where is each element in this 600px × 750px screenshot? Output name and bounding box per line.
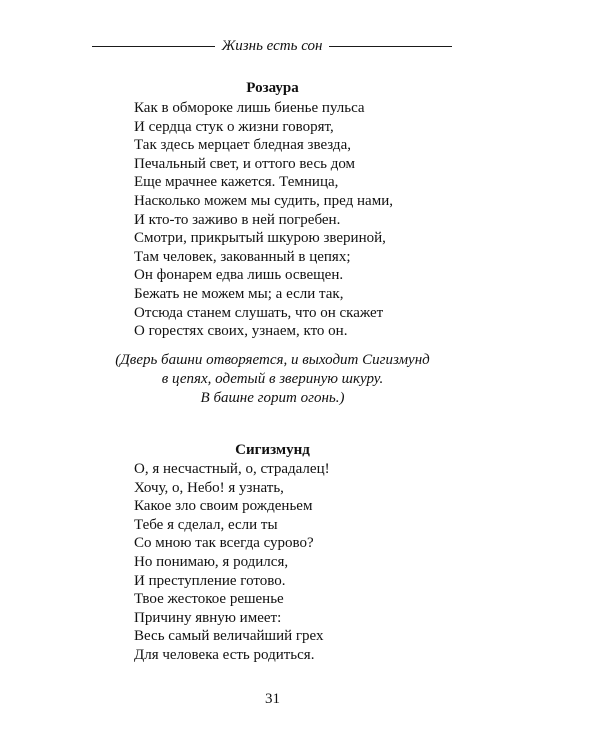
verse-block-rozaura <box>134 99 393 341</box>
verse-line: Еще мрачнее кажется. Темница, <box>134 174 339 191</box>
verse-line: И кто-то заживо в ней погребен. <box>134 211 341 228</box>
verse-line: Со мною так всегда сурово? <box>134 535 314 552</box>
header-rule-right <box>329 46 452 47</box>
stage-direction <box>0 351 545 407</box>
stage-direction-line: в цепях, одетый в звериную шкуру. <box>161 370 384 387</box>
verse-line: О горестях своих, узнаем, кто он. <box>134 323 348 340</box>
speaker-name-sigismund: Сигизмунд <box>235 442 310 458</box>
running-header <box>92 36 452 56</box>
verse-line: Весь самый величайший грех <box>134 628 324 645</box>
verse-line: Тебе я сделал, если ты <box>134 516 278 533</box>
verse-block-sigismund <box>134 460 330 665</box>
verse-line: Как в обмороке лишь биенье пульса <box>134 100 365 116</box>
verse-line: Отсюда станем слушать, что он скажет <box>134 304 384 321</box>
verse-line: О, я несчастный, о, страдалец! <box>134 461 330 477</box>
verse-line: Для человека есть родиться. <box>134 646 315 663</box>
verse-line: И сердца стук о жизни говорят, <box>134 118 334 135</box>
verse-line: Какое зло своим рожденьем <box>134 498 313 515</box>
stage-direction-line: (Дверь башни отворяется, и выходит Сигизмунд <box>115 352 430 368</box>
verse-line: Печальный свет, и оттого весь дом <box>134 155 356 172</box>
page-number: 31 <box>265 691 280 707</box>
verse-line: Так здесь мерцает бледная звезда, <box>134 137 351 154</box>
verse-line: Он фонарем едва лишь освещен. <box>134 267 344 284</box>
header-rule-left <box>92 46 215 47</box>
verse-line: Там человек, закованный в цепях; <box>134 248 351 265</box>
verse-line: Смотри, прикрытый шкурою звериной, <box>134 230 386 247</box>
stage-direction-line: В башне горит огонь.) <box>200 389 345 406</box>
verse-line: Но понимаю, я родился, <box>134 553 289 570</box>
speaker-name-rozaura: Розаура <box>246 80 299 96</box>
verse-line: Причину явную имеет: <box>134 609 282 626</box>
verse-line: И преступление готово. <box>134 572 286 589</box>
verse-line: Бежать не можем мы; а если так, <box>134 285 344 302</box>
verse-line: Насколько можем мы судить, пред нами, <box>134 192 393 209</box>
verse-line: Хочу, о, Небо! я узнать, <box>134 479 284 496</box>
running-header-title: Жизнь есть сон <box>221 37 323 54</box>
verse-line: Твое жестокое решенье <box>134 591 284 608</box>
